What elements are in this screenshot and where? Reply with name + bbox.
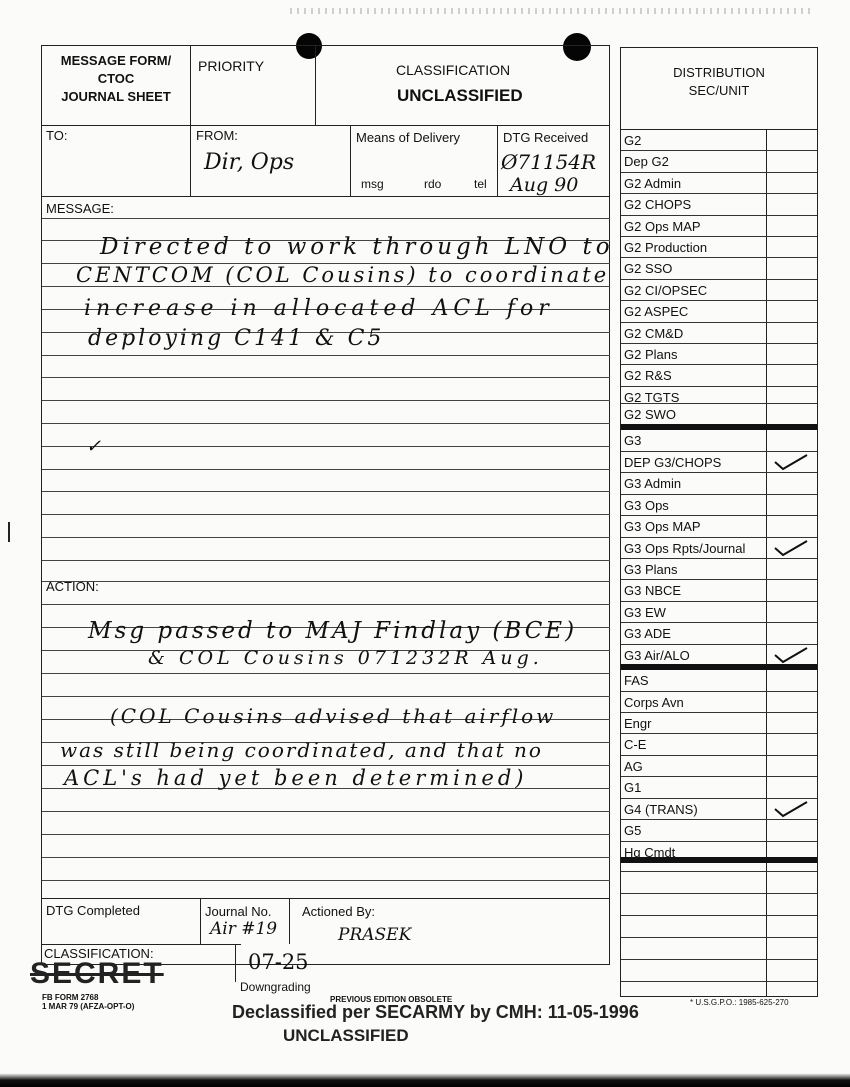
distribution-row	[621, 734, 817, 756]
means-option-tel: tel	[474, 177, 487, 191]
action-label: ACTION:	[46, 579, 99, 594]
distribution-row-label: G2 TGTS	[624, 390, 680, 405]
distribution-row	[621, 777, 817, 799]
means-option-rdo: rdo	[424, 177, 442, 191]
distribution-row-label: G3 Plans	[624, 562, 678, 577]
distribution-row	[621, 623, 817, 645]
distribution-row-label: G3 Ops	[624, 498, 669, 513]
dtg-completed-label: DTG Completed	[46, 903, 140, 918]
distribution-row	[621, 430, 817, 452]
distribution-row-label: G2 R&S	[624, 368, 672, 383]
dtg-received-label: DTG Received	[503, 130, 589, 145]
check-mark-icon	[767, 452, 815, 472]
distribution-row-label: G3 Ops Rpts/Journal	[624, 541, 746, 556]
distribution-row	[621, 799, 817, 820]
distribution-row-label: G2 SWO	[624, 407, 677, 422]
distribution-row	[621, 692, 817, 713]
distribution-row-label: G3 ADE	[624, 626, 671, 641]
distribution-row	[621, 301, 817, 323]
distribution-row	[621, 820, 817, 842]
from-label: FROM:	[196, 128, 238, 143]
distribution-row	[621, 580, 817, 602]
distribution-row	[621, 258, 817, 280]
distribution-row-label: G2 CI/OPSEC	[624, 283, 708, 298]
distribution-row-label: G2 SSO	[624, 261, 673, 276]
distribution-row	[621, 323, 817, 344]
distribution-row	[621, 173, 817, 194]
classification-label: CLASSIFICATION	[396, 62, 511, 78]
distribution-row	[621, 194, 817, 216]
distribution-row-label: Corps Avn	[624, 695, 684, 710]
distribution-row-label: Hq Cmdt	[624, 845, 676, 860]
dtg-received-value: Ø71154R	[501, 150, 597, 174]
distribution-row-label: G3 EW	[624, 605, 666, 620]
check-mark-stray: ✓	[86, 436, 102, 457]
message-line-2: CENTCOM (COL Cousins) to coordinate	[76, 263, 610, 287]
distribution-row-label: G2 Ops MAP	[624, 219, 701, 234]
to-label: TO:	[46, 128, 68, 143]
action-line-3: (COL Cousins advised that airflow	[110, 704, 557, 728]
distribution-row-label: G2 Admin	[624, 176, 682, 191]
means-option-msg: msg	[361, 177, 384, 191]
distribution-row-label: FAS	[624, 673, 649, 688]
distribution-row	[621, 495, 817, 516]
distribution-row	[621, 452, 817, 473]
form-number: FB FORM 2768 1 MAR 79 (AFZA-OPT-O)	[42, 993, 135, 1011]
dtg-received-date: Aug 90	[510, 174, 579, 196]
distribution-row-label: AG	[624, 759, 643, 774]
distribution-row-label: G2 Production	[624, 240, 708, 255]
distribution-row-label: G1	[624, 780, 642, 795]
means-of-delivery-label: Means of Delivery	[356, 130, 461, 145]
distribution-row-label: G2 Plans	[624, 347, 678, 362]
distribution-row-label: G2 CM&D	[624, 326, 684, 341]
gpo-note: * U.S.G.P.O.: 1985-625-270	[690, 998, 789, 1007]
distribution-row	[621, 538, 817, 559]
distribution-row	[621, 473, 817, 495]
distribution-title	[621, 64, 817, 100]
distribution-blank-row	[621, 936, 817, 938]
priority-label: PRIORITY	[198, 58, 265, 74]
distribution-row-label: C-E	[624, 737, 647, 752]
distribution-row-label: Dep G2	[624, 154, 669, 169]
distribution-row-label: G3 Air/ALO	[624, 648, 690, 663]
downgrading-value: 07-25	[248, 950, 309, 974]
form-title-line2: CTOC	[97, 71, 135, 86]
form-title-line3: JOURNAL SHEET	[61, 89, 171, 104]
distribution-row	[621, 842, 817, 863]
scan-noise-top	[290, 8, 810, 14]
form-title-box	[42, 52, 190, 124]
message-line-4: deploying C141 & C5	[88, 326, 385, 351]
distribution-title-line1: DISTRIBUTION	[673, 65, 765, 80]
distribution-row	[621, 559, 817, 580]
check-mark-icon	[767, 799, 815, 819]
distribution-row	[621, 237, 817, 258]
distribution-row-label: G4 (TRANS)	[624, 802, 698, 817]
actioned-by-value: PRASEK	[338, 925, 412, 945]
distribution-row-label: G3 Admin	[624, 476, 682, 491]
distribution-blank-row	[621, 980, 817, 982]
distribution-row	[621, 602, 817, 623]
check-mark-icon	[767, 645, 815, 665]
distribution-blank-row	[621, 892, 817, 894]
distribution-blank-row	[621, 870, 817, 872]
distribution-row-label: G2	[624, 133, 642, 148]
distribution-row-label: G2 ASPEC	[624, 304, 689, 319]
distribution-row-label: G3	[624, 433, 642, 448]
distribution-row-label: Engr	[624, 716, 652, 731]
message-label: MESSAGE:	[46, 201, 114, 216]
distribution-row	[621, 387, 817, 404]
from-value: Dir, Ops	[204, 150, 295, 175]
distribution-row	[621, 404, 817, 430]
check-mark-icon	[767, 538, 815, 558]
distribution-row	[621, 344, 817, 365]
distribution-row	[621, 645, 817, 670]
distribution-title-line2: SEC/UNIT	[688, 83, 750, 98]
distribution-row	[621, 365, 817, 387]
action-line-2: & COL Cousins 071232R Aug.	[148, 647, 543, 669]
scan-edge-bottom	[0, 1064, 850, 1087]
declassified-stamp: Declassified per SECARMY by CMH: 11-05-1996	[232, 1002, 639, 1022]
journal-no-label: Journal No.	[205, 904, 272, 919]
message-line-1: Directed to work through LNO to	[100, 234, 614, 260]
classification-value: UNCLASSIFIED	[397, 86, 523, 105]
action-line-1: Msg passed to MAJ Findlay (BCE)	[88, 618, 578, 644]
distribution-row	[621, 516, 817, 538]
downgrading-label: Downgrading	[240, 980, 311, 994]
distribution-row	[621, 130, 817, 151]
message-line-3: increase in allocated ACL for	[84, 296, 554, 321]
distribution-blank-row	[621, 958, 817, 960]
actioned-by-label: Actioned By:	[302, 904, 375, 919]
form-title-line1: MESSAGE FORM/	[60, 53, 172, 68]
action-line-5: ACL's had yet been determined)	[64, 766, 528, 790]
distribution-row	[621, 280, 817, 301]
action-line-4: was still being coordinated, and that no	[60, 738, 543, 762]
classification-footer-label: CLASSIFICATION:	[44, 946, 154, 961]
classification-footer-value: SECRET	[30, 957, 164, 990]
distribution-row-label: G5	[624, 823, 642, 838]
distribution-row-label: G3 Ops MAP	[624, 519, 701, 534]
distribution-row-label: G3 NBCE	[624, 583, 682, 598]
distribution-row-label: G2 CHOPS	[624, 197, 692, 212]
journal-no-value: Air #19	[210, 919, 278, 939]
distribution-row	[621, 713, 817, 734]
distribution-row	[621, 670, 817, 692]
distribution-row	[621, 151, 817, 173]
unclassified-stamp: UNCLASSIFIED	[283, 1026, 409, 1045]
distribution-row-label: DEP G3/CHOPS	[624, 455, 722, 470]
distribution-blank-row	[621, 914, 817, 916]
previous-edition-note: PREVIOUS EDITION OBSOLETE	[330, 995, 453, 1004]
distribution-row	[621, 756, 817, 777]
distribution-row	[621, 216, 817, 237]
